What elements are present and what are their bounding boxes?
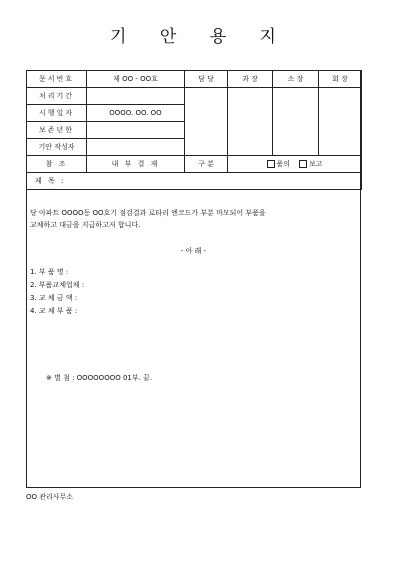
office-name: OO 관리사무소 [26,493,74,501]
document-title: 기 안 용 지 [110,27,290,47]
author-value [87,139,185,156]
retention-label: 보존년한 [27,122,87,139]
report-checkbox[interactable] [299,160,307,168]
date-label: 시행일자 [27,105,87,122]
body-paragraph [30,207,358,231]
chairman-sign-box [319,88,362,156]
date-value: OOOO. OO. OO [87,105,185,122]
section-chief-label: 과 장 [228,71,273,88]
handler-sign-box [185,88,228,156]
paragraph-line-2: 교체하고 대금을 지급하고저 합니다. [30,221,141,229]
director-label: 소 장 [273,71,319,88]
approval-option-label: 품의 [276,160,291,168]
reference-label: 참 조 [27,156,87,173]
item-vendor: 2. 부품교체업체 : [30,281,85,289]
chairman-label: 회 장 [319,71,362,88]
item-amount: 3. 교 체 금 액 : [30,294,78,302]
period-value [87,88,185,105]
memo-heading: - 아 래 - [180,247,207,255]
handler-label: 담 당 [185,71,228,88]
director-sign-box [273,88,319,156]
doc-no-label: 문서번호 [27,71,87,88]
section-chief-sign-box [228,88,273,156]
item-part: 4. 교 체 부 품 : [30,307,78,315]
report-option-label: 보고 [308,160,323,168]
subject-row: 제 목 : [27,173,362,190]
doc-no-value: 제 OO - OO호 [87,71,185,88]
division-label: 구 분 [185,156,228,173]
division-options [228,156,362,173]
item-list [30,266,358,318]
retention-value [87,122,185,139]
item-part-name: 1. 부 품 명 : [30,268,69,276]
header-table [26,70,362,190]
reference-value: 내 부 결 재 [87,156,185,173]
author-label: 기안 작성자 [27,139,87,156]
period-label: 처리기간 [27,88,87,105]
approval-checkbox[interactable] [267,160,275,168]
attachment-note: ※ 별 첨 : OOOOOOOO 01부. 끝. [46,374,153,382]
paragraph-line-1: 당 아파트 OOOO동 OO호기 점검결과 로타리 엔코드가 부분 마모되어 부품을 [30,209,266,217]
